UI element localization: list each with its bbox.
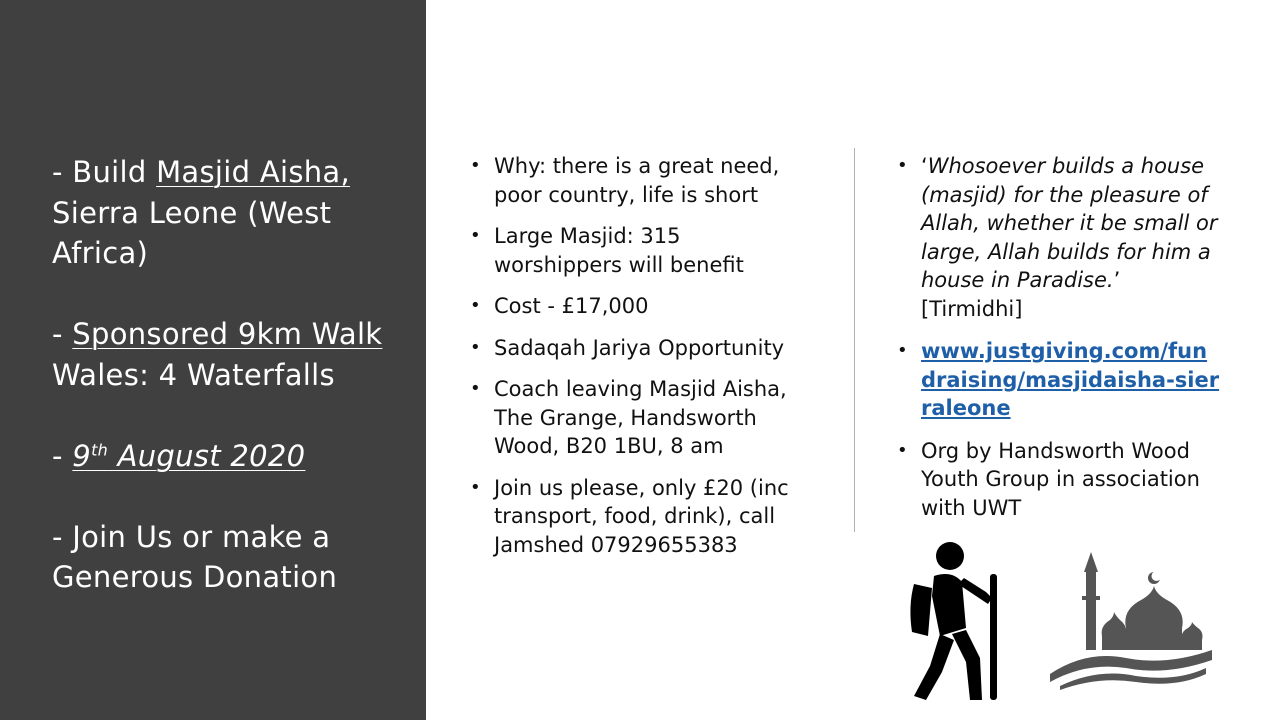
quote-open: ‘ — [921, 154, 928, 178]
list-item-text: Cost - £17,000 — [494, 294, 649, 318]
hiker-icon — [900, 536, 1012, 702]
left-panel — [0, 0, 426, 720]
build-line — [52, 152, 412, 274]
build-prefix: - Build — [52, 155, 157, 189]
bullet-icon: • — [470, 155, 481, 176]
quote-close: ’ — [1113, 268, 1121, 292]
date-day: 9 — [72, 438, 92, 473]
location-text: Sierra Leone (West Africa) — [52, 195, 332, 270]
walk-detail: Wales: 4 Waterfalls — [52, 357, 335, 392]
bullet-icon: • — [470, 225, 481, 246]
list-item-text: Large Masjid: 315 worshippers will benefit — [494, 224, 744, 277]
bullet-icon: • — [897, 155, 908, 176]
donation-link-item — [897, 337, 1222, 423]
quote-source: [Tirmidhi] — [921, 296, 1023, 321]
details-column — [470, 152, 815, 572]
list-item-text: Coach leaving Masjid Aisha, The Grange, Handsworth Wood, B20 1BU, 8 am — [494, 377, 787, 458]
masjid-name: Masjid Aisha, — [156, 155, 351, 189]
info-column — [897, 152, 1222, 536]
left-summary — [52, 152, 412, 598]
list-item — [470, 334, 815, 363]
date-suffix: th — [91, 439, 109, 459]
info-list — [897, 152, 1222, 522]
hadith-quote — [897, 152, 1222, 323]
list-item-text: Sadaqah Jariya Opportunity — [494, 335, 785, 360]
list-item — [470, 375, 815, 461]
date-month-year: August 2020 — [108, 438, 306, 473]
list-item — [470, 152, 815, 209]
list-item-text: Join us please, only £20 (inc transport, food, drink), call Jamshed 07929655383 — [494, 475, 789, 557]
mosque-icon — [1046, 550, 1216, 690]
column-divider — [854, 148, 855, 532]
walk-line — [52, 314, 412, 395]
details-list — [470, 152, 815, 559]
walk-title: Sponsored 9km Walk — [72, 317, 383, 351]
organiser-text: Org by Handsworth Wood Youth Group in association with UWT — [921, 438, 1200, 520]
bullet-icon: • — [897, 340, 908, 361]
bullet-icon: • — [470, 336, 481, 358]
organiser-item — [897, 437, 1222, 523]
list-item-text: Why: there is a great need, poor country, life is short — [494, 154, 780, 207]
quote-text: Whosoever builds a house (masjid) for the pleasure of Allah, whether it be small or large, Allah builds for him a house in Paradise. — [921, 154, 1218, 292]
date-prefix: - — [52, 438, 73, 473]
date-line — [52, 436, 412, 477]
list-item — [470, 222, 815, 279]
list-item — [470, 474, 815, 560]
event-date — [72, 439, 305, 473]
join-line: - Join Us or make a Generous Donation — [52, 519, 338, 594]
justgiving-link[interactable]: www.justgiving.com/fundraising/masjidaisha-sierraleone — [921, 339, 1220, 420]
bullet-icon: • — [897, 439, 908, 461]
bullet-icon: • — [470, 476, 481, 498]
bullet-icon: • — [470, 295, 481, 316]
bullet-icon: • — [470, 378, 481, 399]
list-item — [470, 292, 815, 321]
walk-prefix: - — [52, 317, 73, 351]
